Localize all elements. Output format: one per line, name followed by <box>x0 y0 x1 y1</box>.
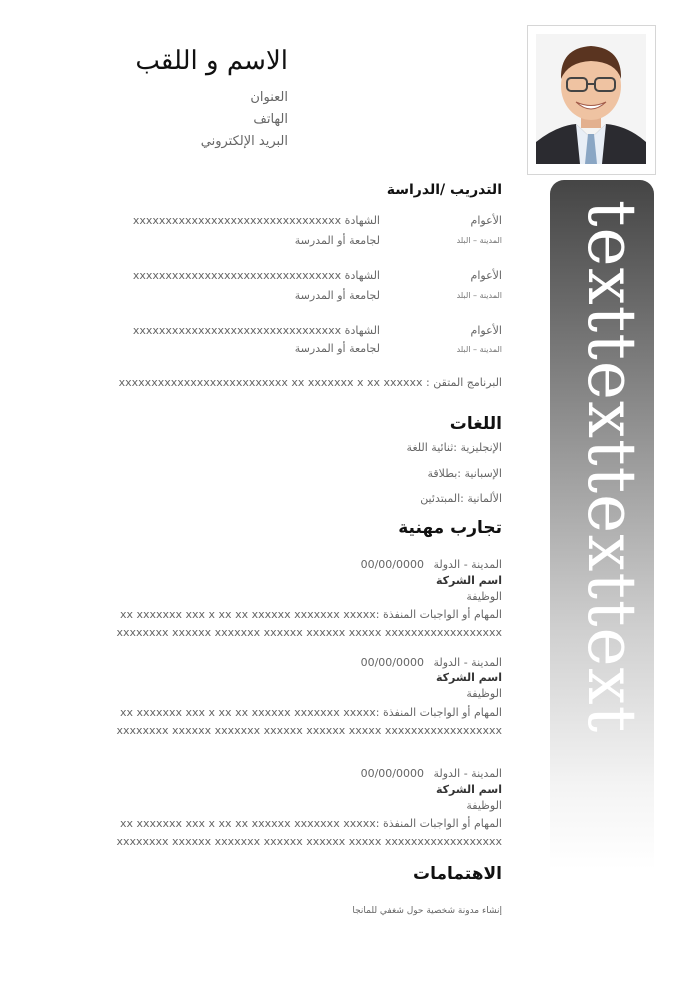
exp-location: المدينة - الدولة <box>433 767 502 780</box>
exp-tasks: المهام أو الواجبات المنفذة :xx xxxxxxx xxx x xx xx xxxxxx xxxxxxx xxxxx <box>119 706 502 719</box>
exp-company: اسم الشركة <box>435 574 502 587</box>
exp-date: 00/00/0000 <box>360 767 424 780</box>
languages-heading: اللغات <box>449 414 502 434</box>
exp-tasks-cont: xxxxxxxx xxxxxx xxxxxxx xxxxxx xxxxxx xxxxx xxxxxxxxxxxxxxxxxx <box>116 724 502 737</box>
education-heading: التدريب /الدراسة <box>386 182 502 198</box>
edu-place: المدينة – البلد <box>456 345 502 354</box>
edu-degree: الشهادة xxxxxxxxxxxxxxxxxxxxxxxxxxxxxxxx <box>132 324 380 337</box>
side-banner <box>550 180 654 870</box>
exp-tasks: المهام أو الواجبات المنفذة :xx xxxxxxx xxx x xx xx xxxxxx xxxxxxx xxxxx <box>119 608 502 621</box>
profile-photo-frame <box>527 25 656 175</box>
exp-company: اسم الشركة <box>435 783 502 796</box>
edu-place: المدينة – البلد <box>456 291 502 300</box>
exp-tasks: المهام أو الواجبات المنفذة :xx xxxxxxx xxx x xx xx xxxxxx xxxxxxx xxxxx <box>119 817 502 830</box>
edu-school: لجامعة أو المدرسة <box>294 342 380 355</box>
edu-years: الأعوام <box>470 269 502 282</box>
language-item: الإنجليزية :ثنائية اللغة <box>406 441 502 454</box>
exp-tasks-cont: xxxxxxxx xxxxxx xxxxxxx xxxxxx xxxxxx xxxxx xxxxxxxxxxxxxxxxxx <box>116 626 502 639</box>
edu-degree: الشهادة xxxxxxxxxxxxxxxxxxxxxxxxxxxxxxxx <box>132 214 380 227</box>
exp-company: اسم الشركة <box>435 671 502 684</box>
software-line: البرنامج المتقن : xxxxxxxxxxxxxxxxxxxxxxxxxx xx xxxxxxx x xx xxxxxx <box>118 376 502 389</box>
phone-line: الهاتف <box>253 112 288 127</box>
address-line: العنوان <box>250 90 288 105</box>
language-item: الألمانية :المبتدئين <box>420 492 502 505</box>
email-line: البريد الإلكتروني <box>200 134 288 149</box>
profile-photo <box>536 34 646 164</box>
banner-text: texttexttexttext <box>573 200 650 734</box>
exp-tasks-cont: xxxxxxxx xxxxxx xxxxxxx xxxxxx xxxxxx xxxxx xxxxxxxxxxxxxxxxxx <box>116 835 502 848</box>
edu-degree: الشهادة xxxxxxxxxxxxxxxxxxxxxxxxxxxxxxxx <box>132 269 380 282</box>
experience-heading: تجارب مهنية <box>398 518 502 538</box>
exp-role: الوظيفة <box>466 590 502 603</box>
interests-heading: الاهتمامات <box>413 864 502 884</box>
edu-school: لجامعة أو المدرسة <box>294 234 380 247</box>
exp-location: المدينة - الدولة <box>433 558 502 571</box>
exp-location: المدينة - الدولة <box>433 656 502 669</box>
exp-date: 00/00/0000 <box>360 558 424 571</box>
edu-school: لجامعة أو المدرسة <box>294 289 380 302</box>
exp-role: الوظيفة <box>466 799 502 812</box>
exp-role: الوظيفة <box>466 687 502 700</box>
person-portrait-icon <box>536 34 646 164</box>
candidate-name: الاسم و اللقب <box>135 46 288 76</box>
exp-date: 00/00/0000 <box>360 656 424 669</box>
edu-years: الأعوام <box>470 214 502 227</box>
edu-place: المدينة – البلد <box>456 236 502 245</box>
language-item: الإسبانية :بطلاقة <box>427 467 502 480</box>
edu-years: الأعوام <box>470 324 502 337</box>
interests-text: إنشاء مدونة شخصية حول شغفي للمانجا <box>352 906 502 916</box>
